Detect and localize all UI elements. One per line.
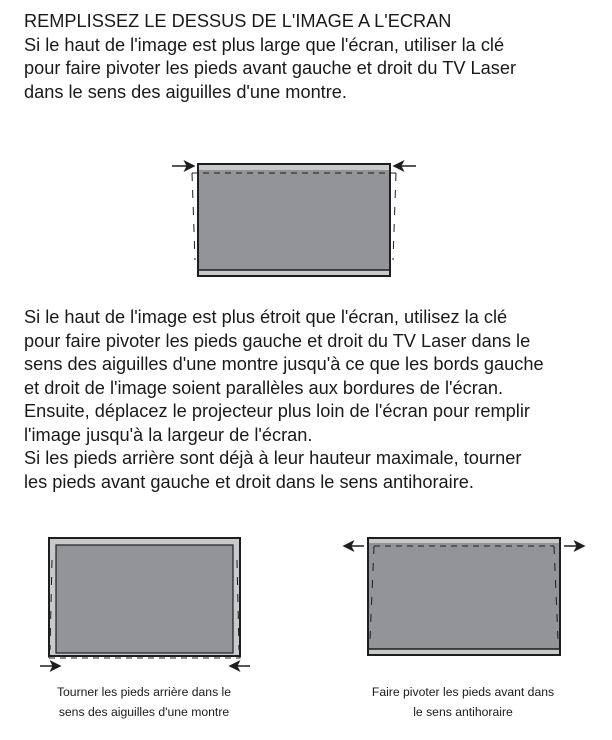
projected-image xyxy=(369,543,559,649)
section-heading: REMPLISSEZ LE DESSUS DE L'IMAGE A L'ECRAN xyxy=(24,11,452,31)
body-line: pour faire pivoter les pieds gauche et droit du TV Laser dans le xyxy=(24,330,531,351)
instructions-section xyxy=(24,306,544,494)
body-line: Si les pieds arrière sont déjà à leur hauteur maximale, tourner xyxy=(24,448,522,468)
body-line: sens des aiguilles d'une montre jusqu'à ce que les bords gauche xyxy=(24,354,544,374)
diagram-front-feet xyxy=(344,538,584,655)
intro-line: Si le haut de l'image est plus large que l'écran, utiliser la clé xyxy=(24,34,505,55)
projected-image xyxy=(56,545,233,653)
body-line: Si le haut de l'image est plus étroit que l'écran, utilisez la clé xyxy=(24,307,508,327)
intro-line: dans le sens des aiguilles d'une montre. xyxy=(24,81,347,102)
caption-line: Tourner les pieds arrière dans le xyxy=(56,685,232,699)
caption-line: le sens antihoraire xyxy=(413,705,513,719)
body-line: les pieds avant gauche et droit dans le sens antihoraire. xyxy=(24,471,474,492)
body-line: Ensuite, déplacez le projecteur plus loin de l'écran pour remplir xyxy=(24,401,530,421)
intro-line: pour faire pivoter les pieds avant gauche et droit du TV Laser xyxy=(24,58,517,78)
body-line: l'image jusqu'à la largeur de l'écran. xyxy=(24,424,313,445)
caption-rear-feet xyxy=(20,682,268,722)
caption-line: Faire pivoter les pieds avant dans xyxy=(371,685,555,699)
diagram-top-wider xyxy=(172,164,416,276)
projected-image xyxy=(198,170,390,270)
caption-line: sens des aiguilles d'une montre xyxy=(58,705,230,719)
caption-front-feet xyxy=(338,682,588,722)
body-line: et droit de l'image soient parallèles aux bordures de l'écran. xyxy=(24,377,504,398)
diagram-rear-feet xyxy=(40,538,250,666)
